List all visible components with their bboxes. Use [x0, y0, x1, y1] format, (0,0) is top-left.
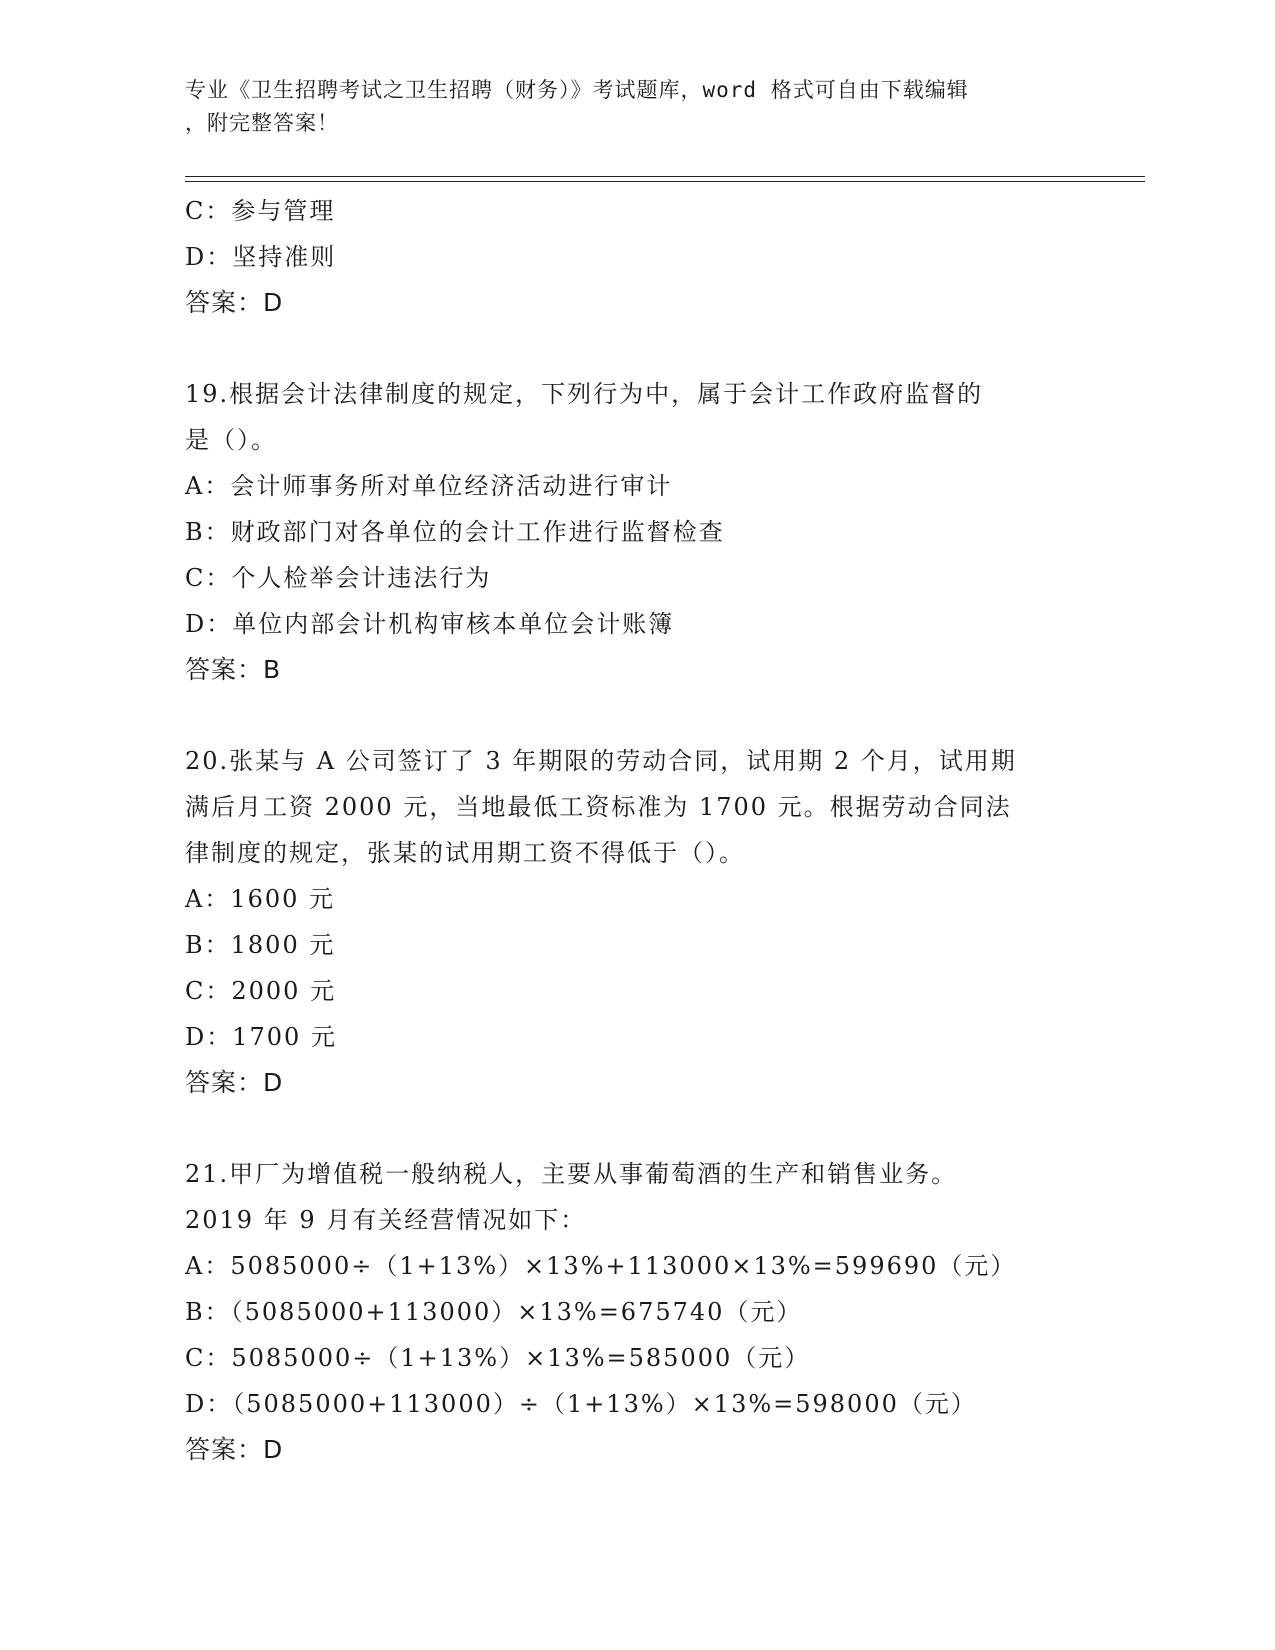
spacer	[185, 326, 1075, 371]
question-20	[185, 738, 1075, 1106]
option-a: A：会计师事务所对单位经济活动进行审计	[185, 472, 673, 500]
question-stem-line: 21.甲厂为增值税一般纳税人，主要从事葡萄酒的生产和销售业务。	[185, 1160, 958, 1188]
option-c: C：参与管理	[185, 197, 336, 225]
option-d: D：1700 元	[185, 1023, 337, 1051]
option-d: D：坚持准则	[185, 243, 337, 271]
answer-label: 答案：B	[185, 655, 282, 684]
question-stem-line: 律制度的规定，张某的试用期工资不得低于（）。	[185, 839, 745, 867]
question-list	[185, 188, 1075, 1473]
option-a: A：1600 元	[185, 885, 336, 913]
question-stem-line: 是（）。	[185, 426, 277, 454]
question-stem-line: 19.根据会计法律制度的规定，下列行为中，属于会计工作政府监督的	[185, 380, 984, 408]
option-c: C：2000 元	[185, 977, 337, 1005]
header-line-1: 专业《卫生招聘考试之卫生招聘（财务）》考试题库，word 格式可自由下载编辑	[185, 78, 969, 102]
document-header	[185, 74, 1065, 140]
question-21	[185, 1151, 1075, 1473]
option-a: A：5085000÷（1+13%）×13%+113000×13%=599690（元）	[185, 1252, 1017, 1280]
header-line-2: ，附完整答案！	[185, 111, 339, 135]
question-stem-line: 20.张某与 A 公司签订了 3 年期限的劳动合同，试用期 2 个月，试用期	[185, 747, 1017, 775]
option-c: C：5085000÷（1+13%）×13%=585000（元）	[185, 1344, 811, 1372]
answer-label: 答案：D	[185, 288, 284, 317]
spacer	[185, 693, 1075, 738]
spacer	[185, 1106, 1075, 1151]
option-d: D：（5085000+113000）÷（1+13%）×13%=598000（元）	[185, 1390, 977, 1418]
question-stem-line: 满后月工资 2000 元，当地最低工资标准为 1700 元。根据劳动合同法	[185, 793, 1012, 821]
answer-label: 答案：D	[185, 1068, 284, 1097]
prev-question-block	[185, 188, 1075, 326]
header-divider-top	[185, 176, 1145, 177]
option-b: B：（5085000+113000）×13%=675740（元）	[185, 1298, 803, 1326]
header-divider-bottom	[185, 181, 1145, 182]
answer-label: 答案：D	[185, 1435, 284, 1464]
option-d: D：单位内部会计机构审核本单位会计账簿	[185, 610, 675, 638]
option-b: B：1800 元	[185, 931, 336, 959]
question-stem-line: 2019 年 9 月有关经营情况如下：	[185, 1206, 587, 1234]
question-19	[185, 371, 1075, 693]
option-c: C：个人检举会计违法行为	[185, 564, 492, 592]
option-b: B：财政部门对各单位的会计工作进行监督检查	[185, 518, 725, 546]
